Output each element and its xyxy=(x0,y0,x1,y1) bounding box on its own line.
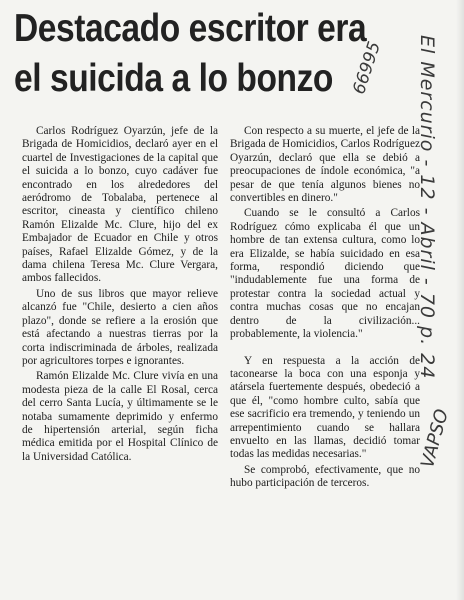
handwritten-source-note: El Mercurio - 12 - Abril - 70 p. 24 xyxy=(416,35,438,380)
paragraph: Uno de sus libros que mayor relieve alcanzó fue "Chile, desierto a cien años plazo", donde se refiere a la erosión que está afectando a nuestras tierras por la corta indiscriminada de árboles, realizada por agricultores torpes e ignorantes. xyxy=(22,287,218,367)
paragraph: Cuando se le consultó a Carlos Rodríguez cómo explicaba él que un hombre de tan extensa cultura, como lo era Elizalde, se había suicidado en esa forma, respondió diciendo que "indudablemente fue una forma de protestar contra la sociedad actual y contra muchas cosas que no encajan dentro de la civilización... probablemente, la violencia." xyxy=(230,207,420,341)
article-column-right xyxy=(230,125,420,491)
paragraph: Se comprobó, efectivamente, que no hubo participación de terceros. xyxy=(230,463,420,490)
page-edge-shadow xyxy=(456,0,464,600)
paragraph: Y en respuesta a la acción de taconearse la boca con una esponja y atársela fuertemente después, obedeció a que él, "como hombre culto, sabía que ese sacrificio era tremendo, y teniendo un arrepentimiento cuando se hallara envuelto en las llamas, decidió tomar todas las medidas necesarias." xyxy=(230,354,420,461)
paragraph: Con respecto a su muerte, el jefe de la Brigada de Homicidios, Carlos Rodríguez Oyarzún, declaró que ella se debió a preocupaciones de índole económica, "a pesar de que tenía algunos bienes no convertibles en dinero." xyxy=(230,125,420,205)
article-column-left xyxy=(22,125,218,464)
paragraph: Carlos Rodríguez Oyarzún, jefe de la Brigada de Homicidios, declaró ayer en el cuartel de Investigaciones de la capital que el suicida a lo bonzo, cuyo cadáver fue encontrado en los alrededores del aeródromo de Tobalaba, pertenece al escritor, cineasta y científico chileno Ramón Elizalde Mc. Clure, hijo del ex Embajador de Ecuador en Chile y otros países, Rafael Elizalde Gómez, y de la dama chilena Teresa Mc. Clure Vergara, ambos fallecidos. xyxy=(22,125,218,285)
handwritten-stamp: VAPSO xyxy=(417,406,453,471)
headline-line-1: Destacado escritor era xyxy=(14,7,367,50)
headline-line-2: el suicida a lo bonzo xyxy=(14,57,333,100)
paragraph: Ramón Elizalde Mc. Clure vivía en una modesta pieza de la calle El Rosal, cerca del cerro Santa Lucía, y últimamente se le notaba sumamente deprimido y enfermo de hipertensión arterial, según ficha médica emitida por el Hospital Clínico de la Universidad Católica. xyxy=(22,370,218,463)
handwritten-code: 66995 xyxy=(349,39,385,97)
